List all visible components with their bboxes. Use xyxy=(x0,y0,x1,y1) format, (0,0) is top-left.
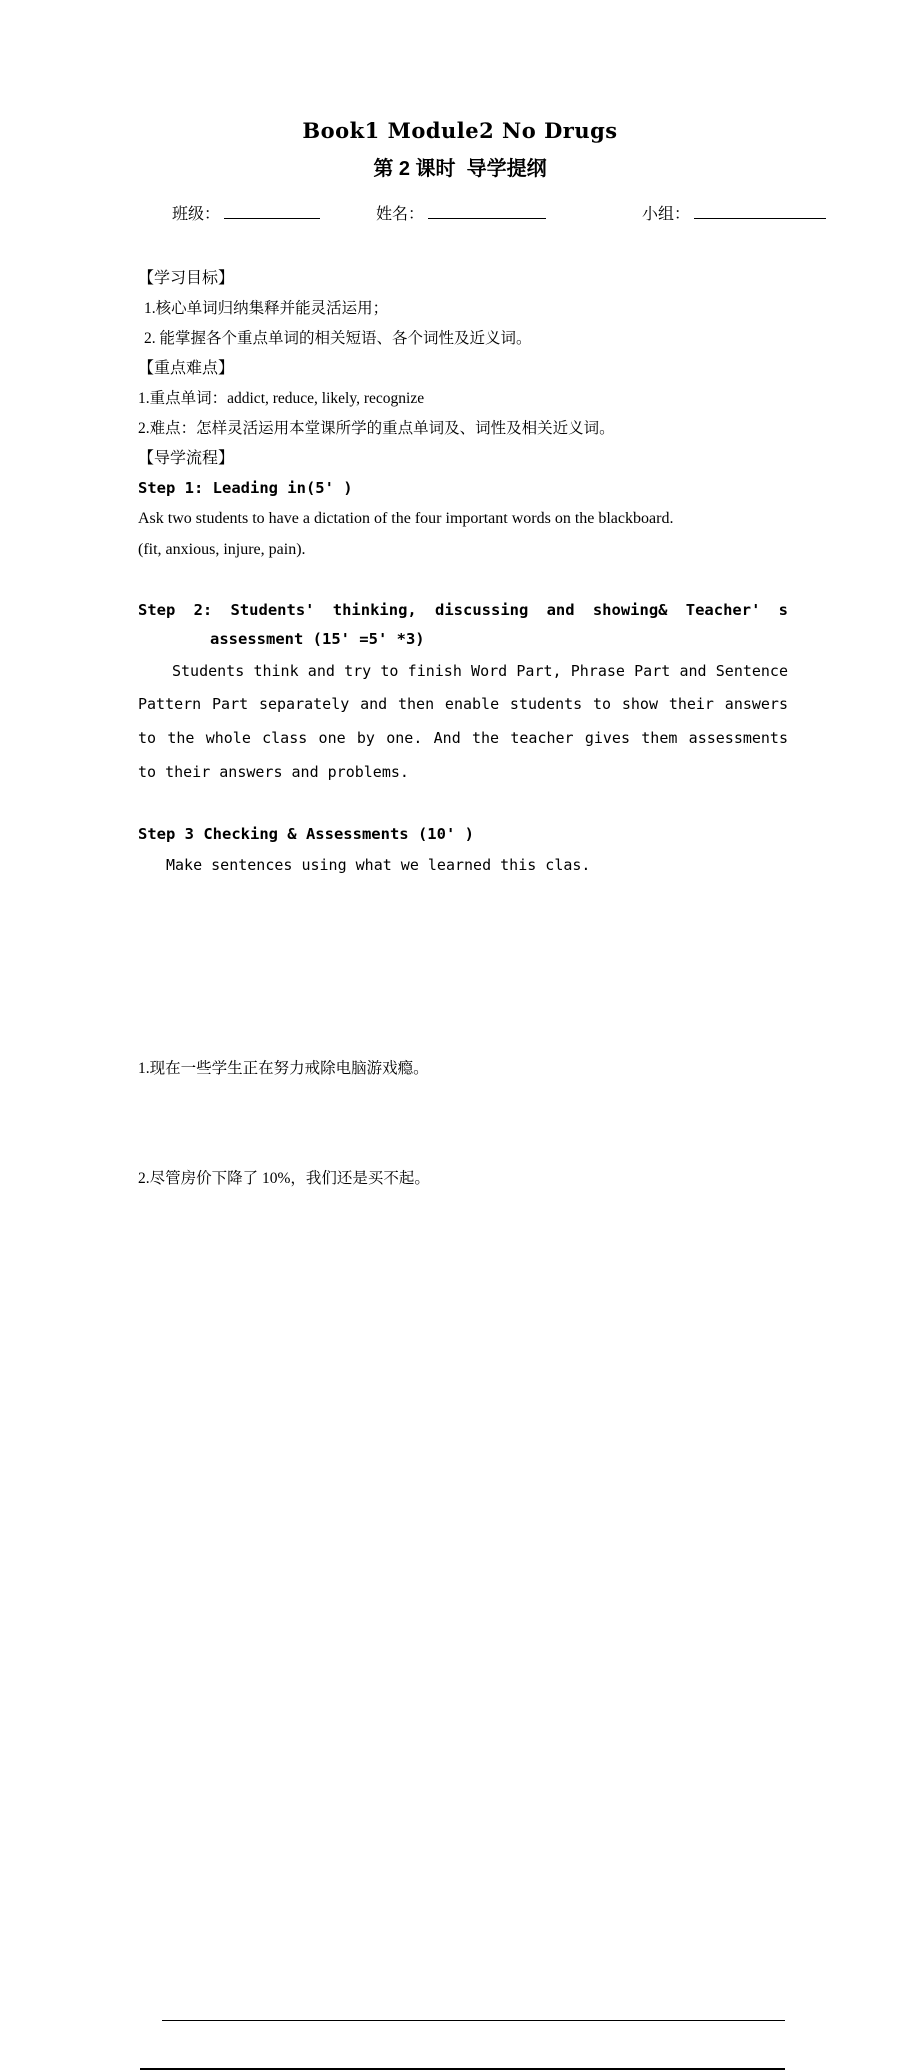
key-points-item-2: 2.难点：怎样灵活运用本堂课所学的重点单词及、词性及相关近义词。 xyxy=(138,420,615,438)
objectives-heading: 【学习目标】 xyxy=(138,270,235,288)
step2-heading-line-2: assessment (15' =5' *3) xyxy=(210,630,425,649)
objectives-item-2: 2. 能掌握各个重点单词的相关短语、各个词性及近义词。 xyxy=(144,330,532,347)
answer-line-thin xyxy=(162,2020,785,2021)
step3-body: Make sentences using what we learned this clas. xyxy=(166,855,591,874)
spacer-step1-step2 xyxy=(138,566,788,596)
step1-body-line-2: (fit, anxious, injure, pain). xyxy=(138,541,306,559)
step3-heading: Step 3 Checking & Assessments (10' ) xyxy=(138,824,474,843)
class-label: 班级： xyxy=(172,206,221,224)
exercise-item-1: 1.现在一些学生正在努力戒除电脑游戏瘾。 xyxy=(138,1059,429,1077)
step2-heading-line-1: Step 2: Students' thinking, discussing and showing& Teacher' s xyxy=(138,600,788,619)
step1-heading: Step 1: Leading in(5' ) xyxy=(138,478,353,497)
name-label: 姓名： xyxy=(376,206,425,224)
objectives-item-1: 1.核心单词归纳集释并能灵活运用； xyxy=(144,299,389,317)
worksheet-content xyxy=(0,224,920,882)
spacer-step2-step3 xyxy=(138,790,788,820)
key-points-item-1: 1.重点单词：addict, reduce, likely, recognize xyxy=(138,389,425,407)
page-title: Book1 Module2 No Drugs xyxy=(302,118,618,143)
exercise-item-2: 2.尽管房价下降了 10%，我们还是买不起。 xyxy=(138,1169,430,1187)
class-field[interactable] xyxy=(172,201,320,224)
class-input-blank[interactable] xyxy=(224,204,320,219)
group-input-blank[interactable] xyxy=(694,204,826,219)
group-field[interactable] xyxy=(642,201,826,224)
page-subtitle: 第 2 课时 导学提纲 xyxy=(373,158,547,181)
step1-body-line-1: Ask two students to have a dictation of the four important words on the blackboard. xyxy=(138,510,674,528)
name-field[interactable] xyxy=(376,201,546,224)
group-label: 小组： xyxy=(642,206,691,224)
step2-body-text: Students think and try to finish Word Part, Phrase Part and Sentence Pattern Part separately and then enable students to show their answers to the whole class one by one. And the teacher gives them assessments to their answers and problems. xyxy=(138,661,788,781)
name-input-blank[interactable] xyxy=(428,204,546,219)
process-heading: 【导学流程】 xyxy=(138,450,235,468)
step2-body xyxy=(138,655,788,790)
key-points-heading: 【重点难点】 xyxy=(138,360,235,378)
student-info-row xyxy=(0,181,920,224)
